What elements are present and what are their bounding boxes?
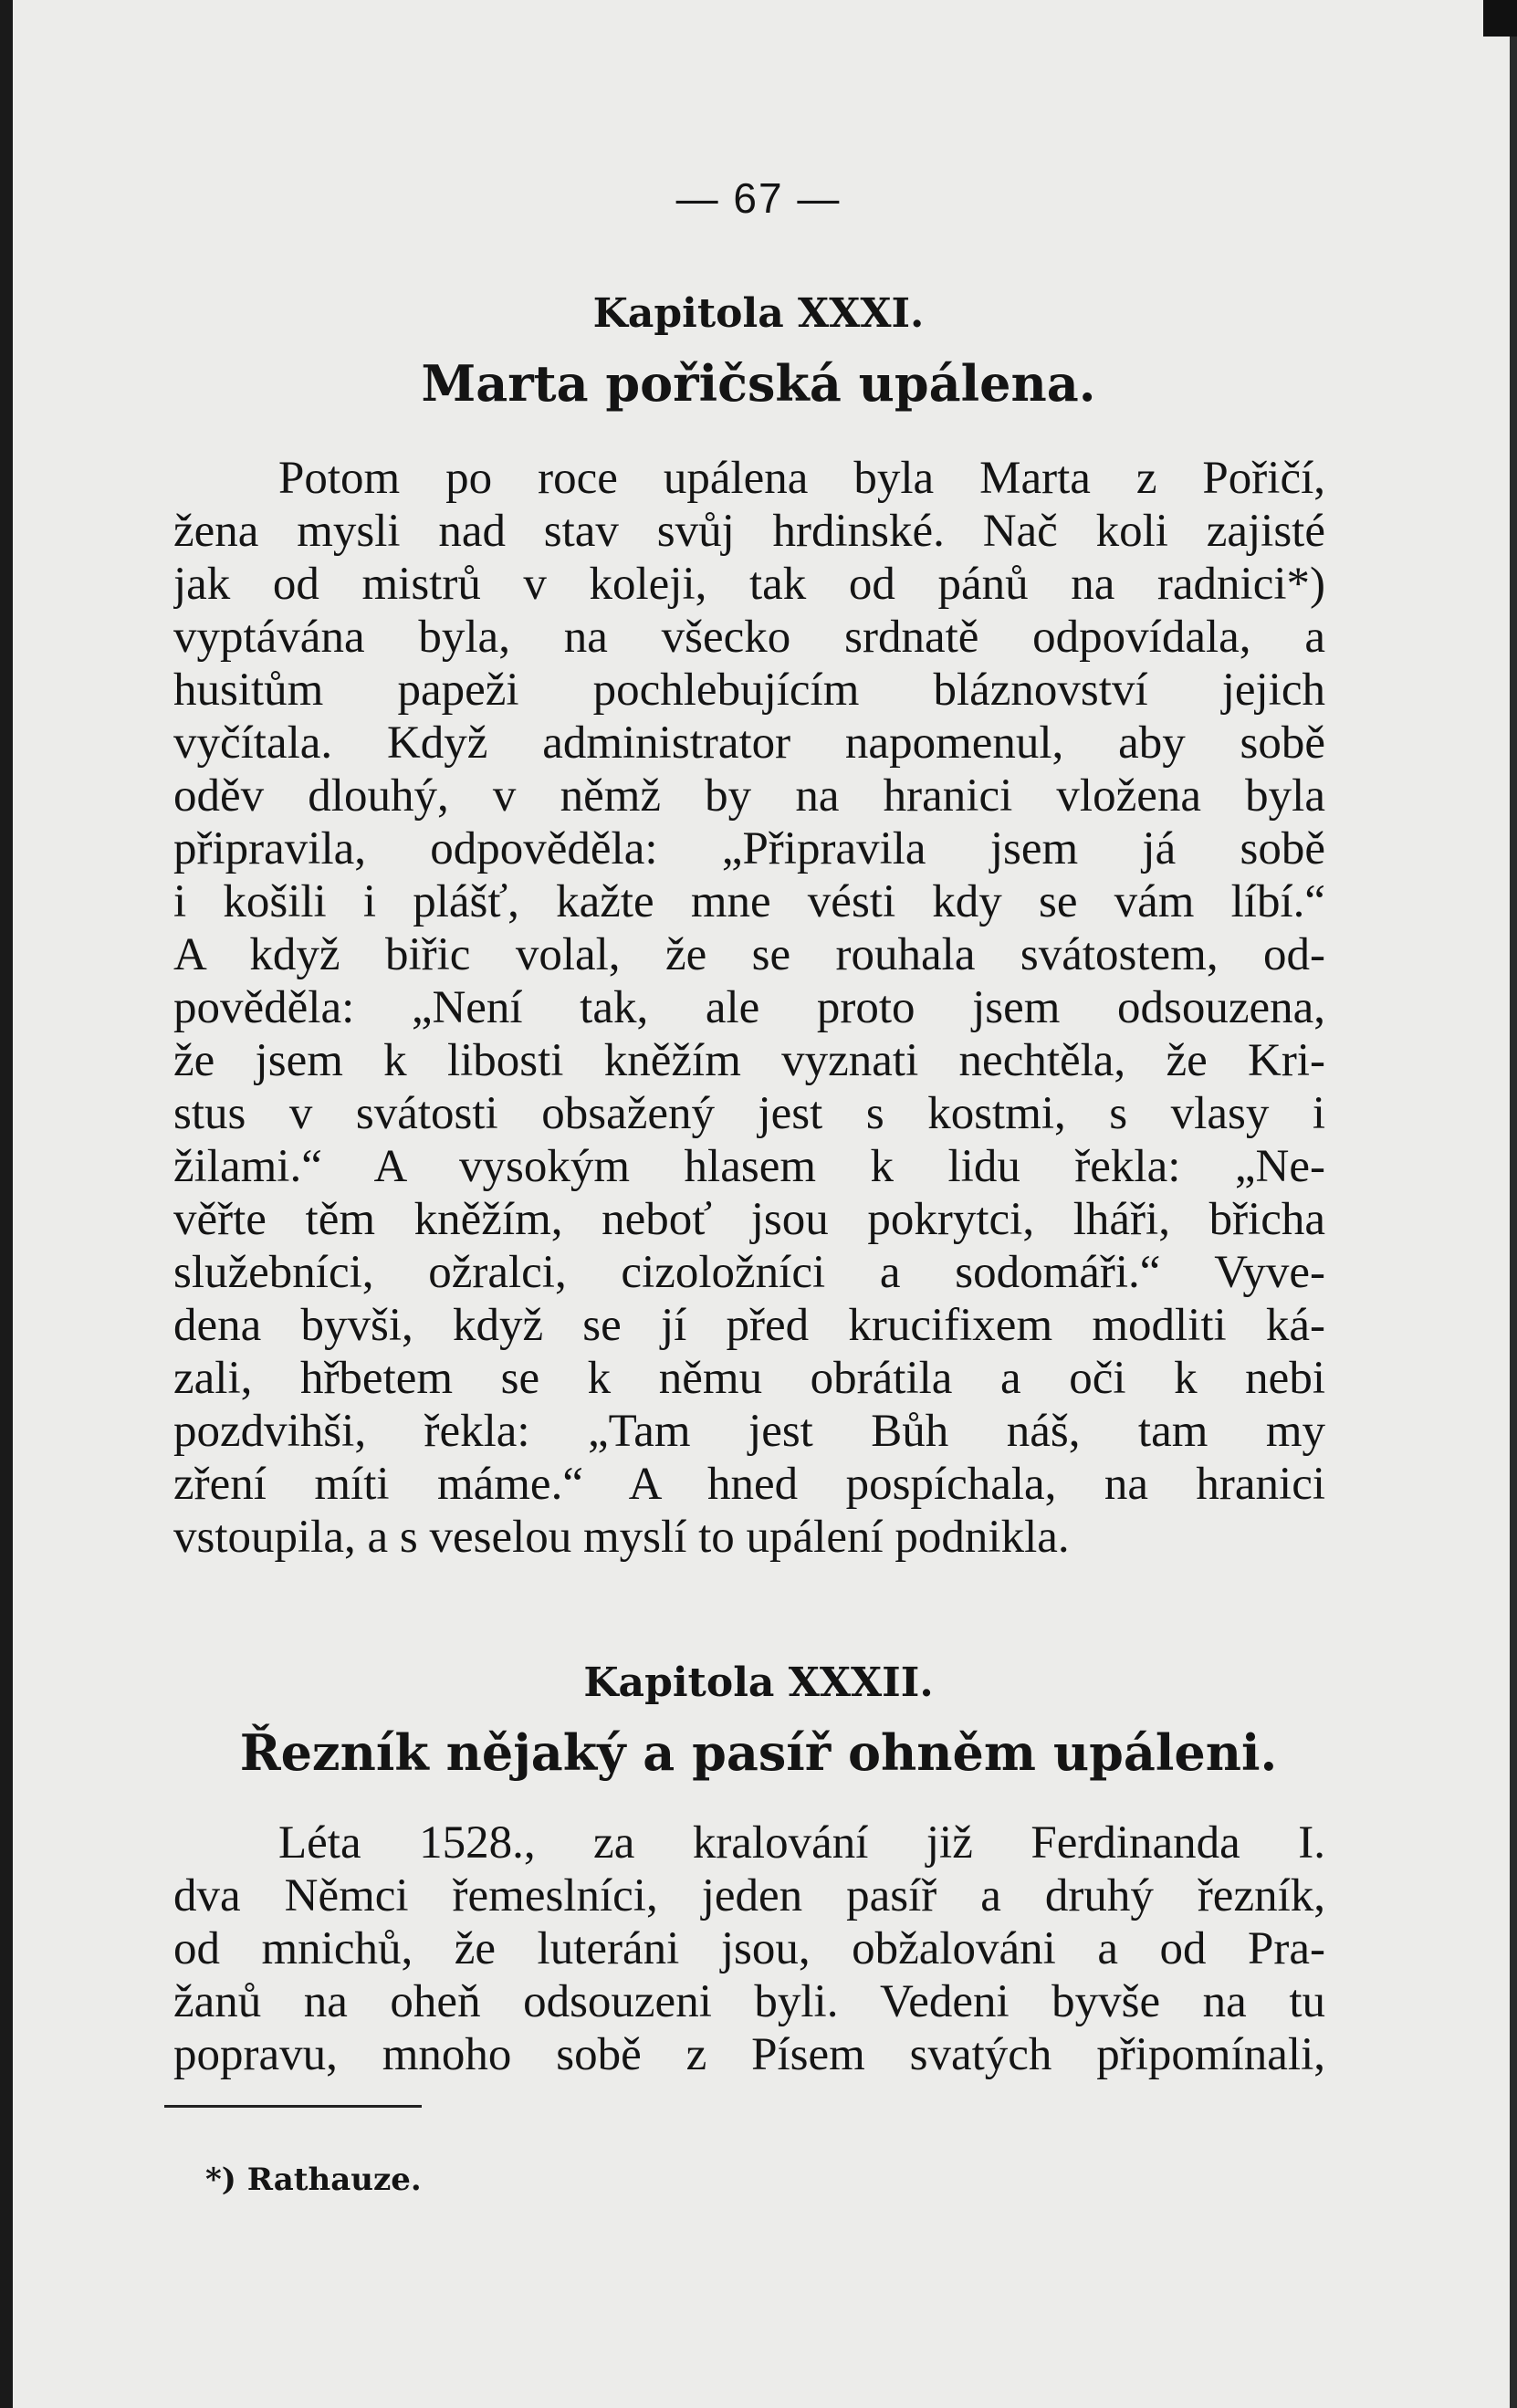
footnote-divider — [164, 2105, 422, 2108]
body-line: oděv dlouhý, v němž by na hranici vložena byla — [173, 770, 1325, 822]
body-line: služebníci, ožralci, cizoložníci a sodomáři.“ Vyve- — [173, 1247, 1325, 1298]
body-line: že jsem k libosti kněžím vyznati nechtěla, že Kri- — [173, 1035, 1325, 1086]
body-line: vyptávána byla, na všecko srdnatě odpovídala, a — [173, 612, 1325, 663]
body-line: žanů na oheň odsouzeni byli. Vedeni byvše na tu — [173, 1976, 1325, 2027]
body-line: Potom po roce upálena byla Marta z Pořičí, — [278, 453, 1325, 504]
body-line: pozdvihši, řekla: „Tam jest Bůh náš, tam my — [173, 1406, 1325, 1457]
footnote: *) Rathauze. — [205, 2162, 422, 2198]
body-line: A když biřic volal, že se rouhala svátostem, od- — [173, 929, 1325, 980]
body-line: věřte těm kněžím, neboť jsou pokrytci, lháři, břicha — [173, 1194, 1325, 1245]
chapter-31-number: Kapitola XXXI. — [592, 290, 925, 337]
body-line: stus v svátosti obsažený jest s kostmi, s vlasy i — [173, 1088, 1325, 1139]
body-line: dena byvši, když se jí před krucifixem modliti ká- — [173, 1300, 1325, 1351]
body-line: popravu, mnoho sobě z Písem svatých připomínali, — [173, 2029, 1325, 2080]
body-line: zali, hřbetem se k němu obrátila a oči k nebi — [173, 1353, 1325, 1404]
body-line: pověděla: „Není tak, ale proto jsem odsouzena, — [173, 982, 1325, 1033]
body-line: jak od mistrů v koleji, tak od pánů na radnici*) — [173, 559, 1325, 610]
body-line: dva Němci řemeslníci, jeden pasíř a druhý řezník, — [173, 1870, 1325, 1921]
chapter-32-body — [173, 1816, 1325, 2081]
page-corner-shadow — [1483, 0, 1517, 37]
body-line: vstoupila, a s veselou myslí to upálení podnikla. — [173, 1512, 1070, 1563]
body-line: vyčítala. Když administrator napomenul, aby sobě — [173, 717, 1325, 769]
body-line: od mnichů, že luteráni jsou, obžalováni a od Pra- — [173, 1923, 1325, 1974]
body-line: žena mysli nad stav svůj hrdinské. Nač koli zajisté — [173, 506, 1325, 557]
body-line: připravila, odpověděla: „Připravila jsem já sobě — [173, 823, 1325, 874]
body-line: žilami.“ A vysokým hlasem k lidu řekla: „Ne- — [173, 1141, 1325, 1192]
chapter-32-number: Kapitola XXXII. — [583, 1659, 934, 1706]
chapter-32-title: Řezník nějaký a pasíř ohněm upáleni. — [239, 1723, 1278, 1782]
chapter-31-body — [173, 452, 1325, 1564]
page-number: — 67 — — [675, 174, 842, 222]
chapter-31-title: Marta pořičská upálena. — [421, 354, 1096, 413]
body-line: zření míti máme.“ A hned pospíchala, na hranici — [173, 1459, 1325, 1510]
body-line: Léta 1528., za kralování již Ferdinanda I. — [278, 1817, 1325, 1869]
body-line: husitům papeži pochlebujícím bláznovství jejich — [173, 665, 1325, 716]
body-line: i košili i plášť, kažte mne vésti kdy se vám líbí.“ — [173, 876, 1325, 927]
